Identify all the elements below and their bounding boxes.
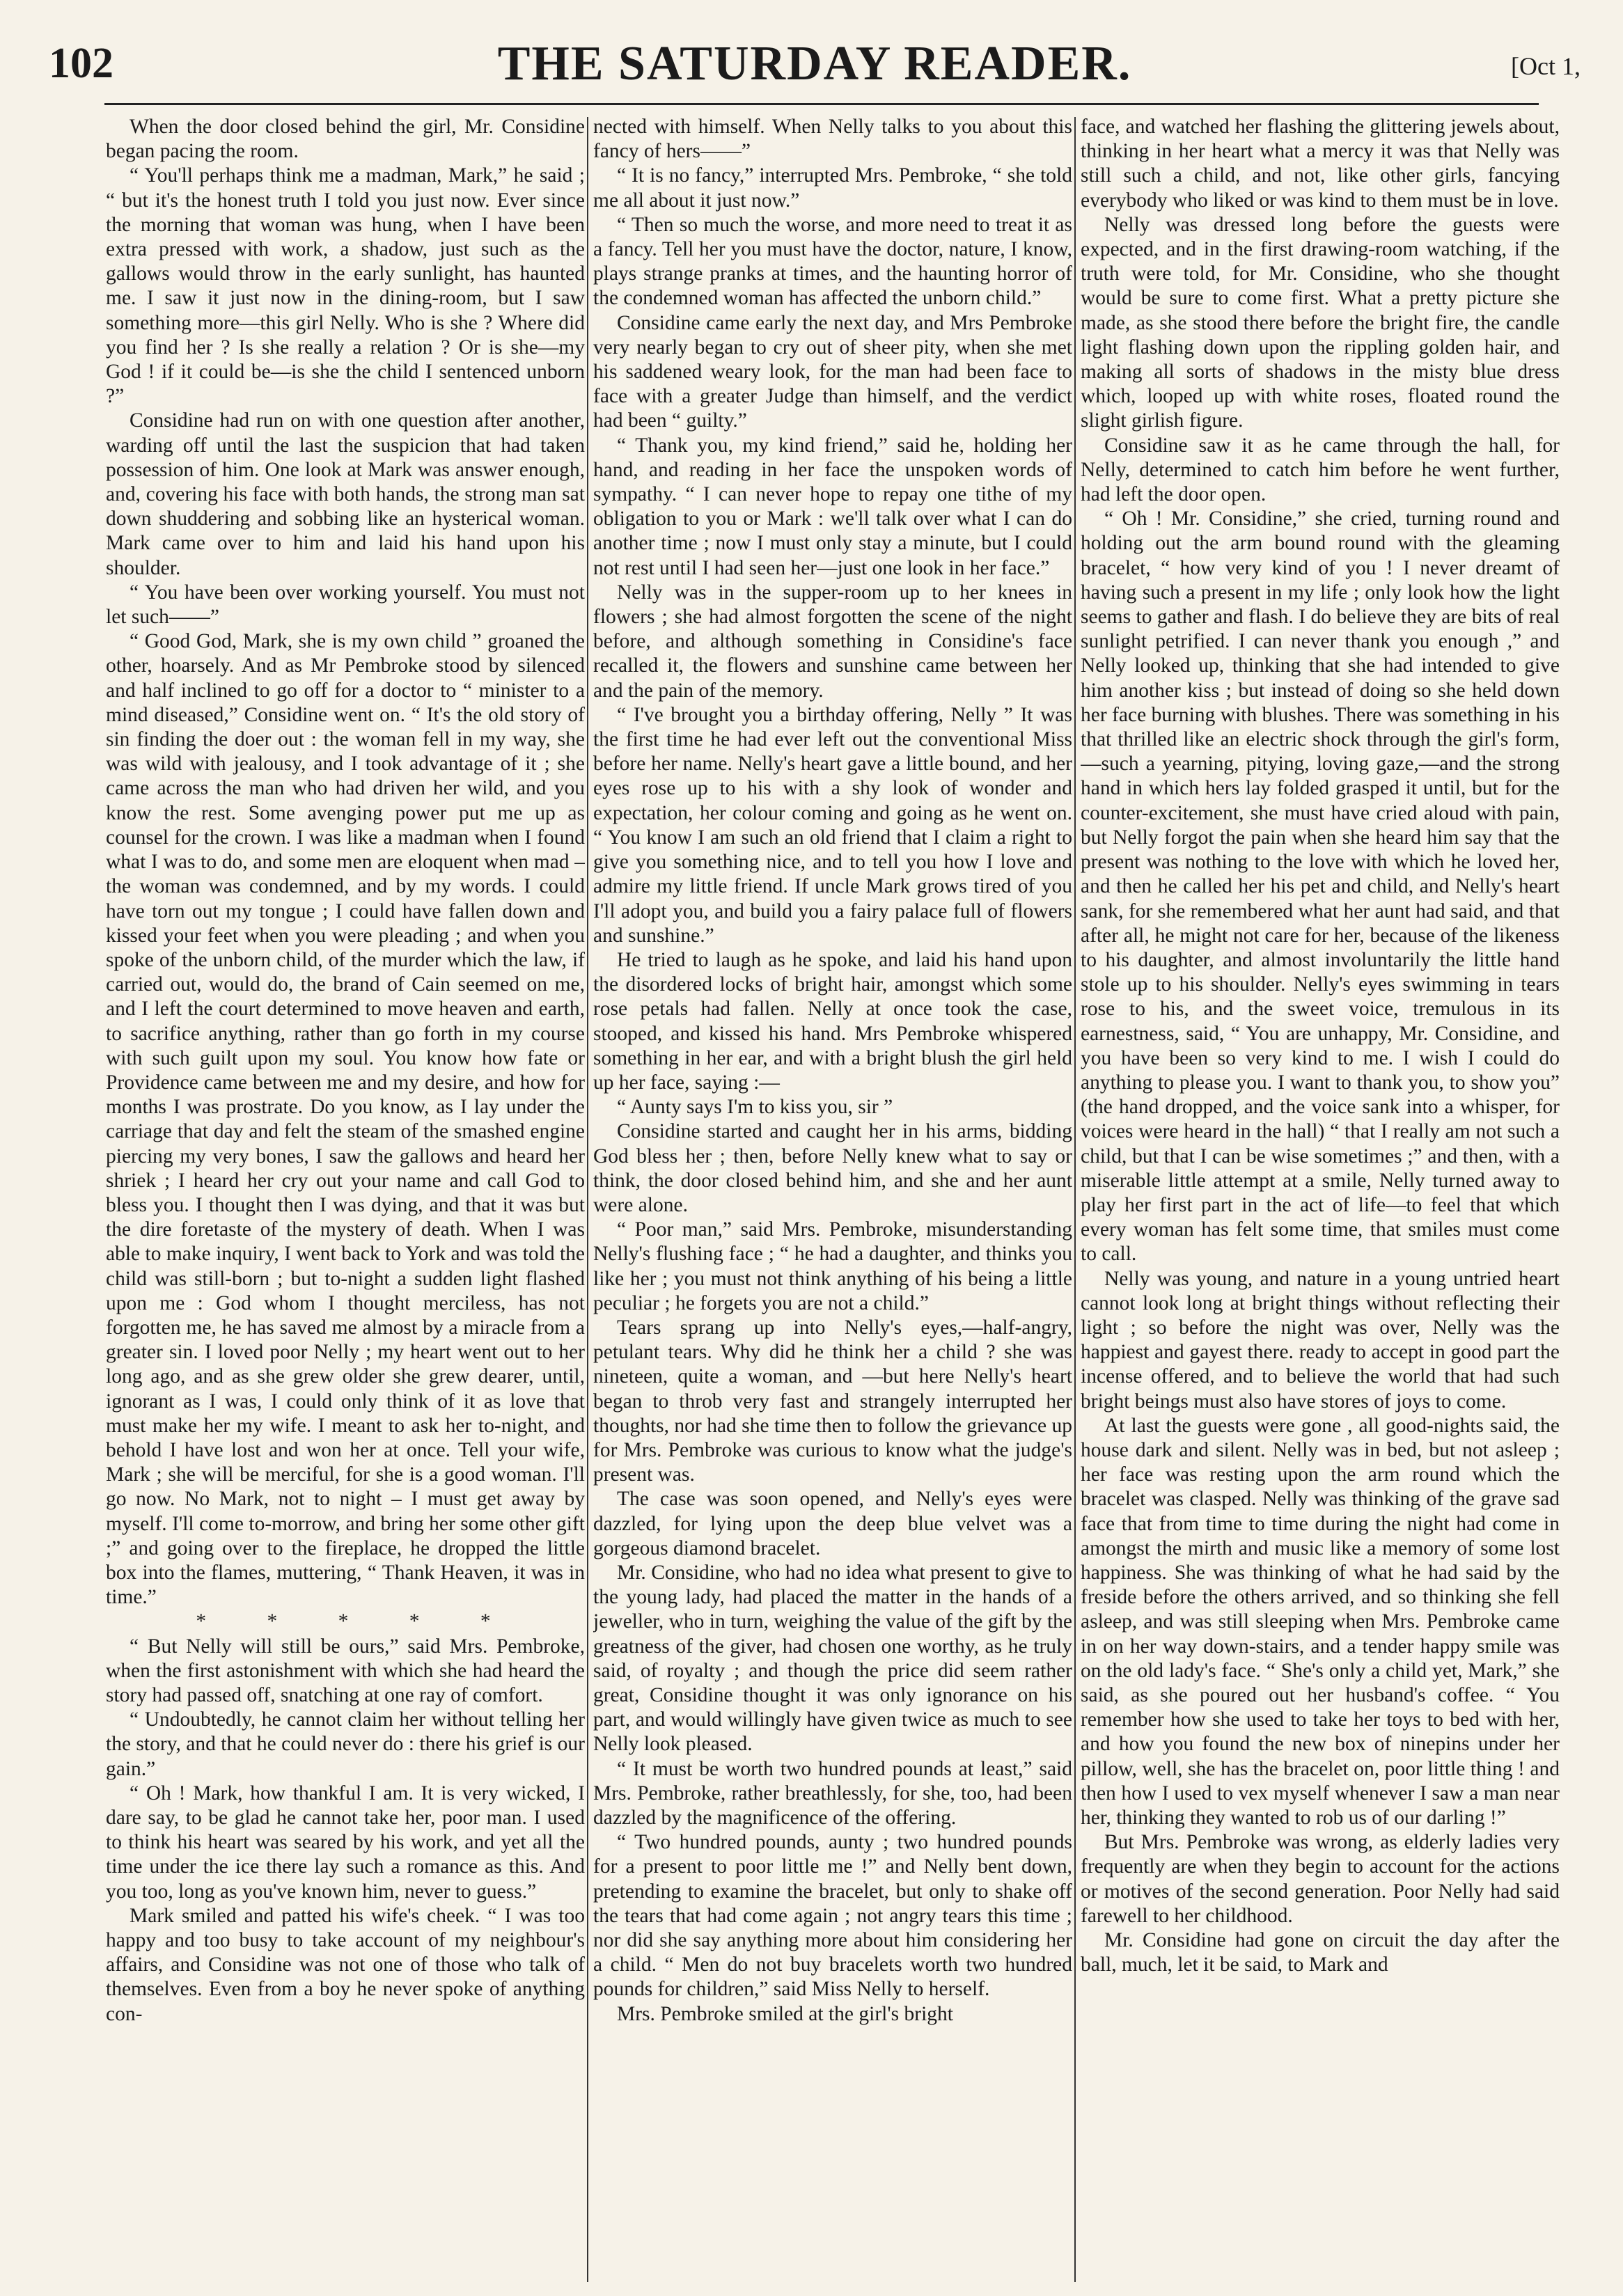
- column-2: [593, 115, 1072, 2280]
- paragraph: Mrs. Pembroke smiled at the girl's bright: [617, 2002, 953, 2025]
- paragraph: “ Two hundred pounds, aunty ; two hundred pounds for a present to poor little me !” and Nelly bent down, pretending to examine the bracelet, but only to shake off the tears that had come again ; not angry tears this time ; nor did she say anything more about him considering her a child. “ Men do not buy bracelets worth two hundred pounds for children,” said Miss Nelly to herself.: [593, 1831, 1072, 2001]
- page-number: 102: [49, 40, 113, 87]
- paragraph: When the door closed behind the girl, Mr. Considine began pacing the room.: [106, 116, 585, 163]
- paragraph: The case was soon opened, and Nelly's eyes were dazzled, for lying upon the deep blue velvet was a gorgeous diamond bracelet.: [593, 1488, 1072, 1559]
- section-break: * * * * *: [196, 1610, 519, 1633]
- paragraph: Tears sprang up into Nelly's eyes,—half-angry, petulant tears. Why did he think her a child ? she was nineteen, quite a woman, and —but here Nelly's heart began to throb very fast and strangely interrupted her thoughts, nor had she time then to follow the grievance up for Mrs. Pembroke was curious to know what the judge's present was.: [593, 1316, 1072, 1486]
- paragraph: Considine started and caught her in his arms, bidding God bless her ; then, before Nelly knew what to say or think, the door closed behind him, and she and her aunt were alone.: [593, 1120, 1072, 1216]
- paragraph: nected with himself. When Nelly talks to you about this fancy of hers——”: [593, 116, 1072, 163]
- paragraph: “ Good God, Mark, she is my own child ” groaned the other, hoarsely. And as Mr Pembroke stood by silenced and half inclined to go off for a doctor to “ minister to a mind diseased,” Considine went on. “ It's the old story of sin finding the doer out : the woman fell in my way, she was wild with jealousy, and I took advantage of it ; she came across the man who had driven her wild, and you know the rest. Some avenging power put me up as counsel for the crown. I was like a madman when I found what I was to do, and some men are eloquent when mad – the woman was condemned, and by my words. I could have torn out my tongue ; I could have fallen down and kissed your feet when you were pleading ; and when you spoke of the unborn child, of the murder which the law, if carried out, would do, the brand of Cain seemed on me, and I left the court determined to move heaven and earth, to sacrifice anything, rather than go forth in my course with such guilt upon my soul. You know how fate or Providence came between me and my desire, and how for months I was prostrate. Do you know, as I lay under the carriage that day and felt the steam of the smashed engine piercing my very bones, I saw the gallows and heard her shriek ; I heard her cry out your name and call God to bless you. I thought then I was dying, and that it was but the dire foretaste of the mystery of death. When I was able to make inquiry, I went back to York and was told the child was still-born ; but to-night a sudden light flashed upon me : God whom I thought merciless, has not forgotten me, he has saved me almost by a miracle from a greater sin. I loved poor Nelly ; my heart went out to her long ago, and as she grew older she grew dearer, until, ignorant as I was, I could only think of it as love that must make her my wife. I meant to ask her to-night, and behold I have lost and won her at once. Tell your wife, Mark ; she will be merciful, for she is a good woman. I'll go now. No Mark, not to night – I must get away by myself. I'll come to-morrow, and bring her some other gift ;” and going over to the fireplace, he dropped the little box into the flames, muttering, “ Thank Heaven, it was in time.”: [106, 630, 585, 1609]
- paragraph: Mark smiled and patted his wife's cheek. “ I was too happy and too busy to take account of my neighbour's affairs, and Considine was not one of those who talk of themselves. Even from a boy he never spoke of anything con-: [106, 1904, 585, 2025]
- paragraph: Mr. Considine had gone on circuit the day after the ball, much, let it be said, to Mark and: [1081, 1929, 1560, 1976]
- issue-date: [Oct 1,: [1511, 52, 1581, 80]
- paragraph: “ Poor man,” said Mrs. Pembroke, misunderstanding Nelly's flushing face ; “ he had a daughter, and thinks you like her ; you must not think anything of his being a little peculiar ; he forgets you are not a child.”: [593, 1218, 1072, 1314]
- paragraph: Nelly was young, and nature in a young untried heart cannot look long at bright things without reflecting their light ; so before the night was over, Nelly was the happiest and gayest there. ready to accept in good part the incense offered, and to believe the world that had such bright beings must also have stores of joys to come.: [1081, 1267, 1560, 1413]
- column-1: [106, 115, 585, 2280]
- paragraph: Mr. Considine, who had no idea what present to give to the young lady, had placed the matter in the hands of a jeweller, who in turn, weighing the value of the gift by the greatness of the giver, had chosen one worthy, as he truly said, of royalty ; and though the price did seem rather great, Considine thought it was only ignorance on his part, and would willingly have given twice as much to see Nelly look pleased.: [593, 1561, 1072, 1756]
- paragraph: He tried to laugh as he spoke, and laid his hand upon the disordered locks of bright hair, amongst which some rose petals had fallen. Nelly at once took the case, stooped, and kissed his hand. Mrs Pembroke whispered something in her ear, and with a bright blush the girl held up her face, saying :—: [593, 948, 1072, 1094]
- paragraph: “ You have been over working yourself. You must not let such——”: [106, 581, 585, 629]
- paragraph: Nelly was in the supper-room up to her knees in flowers ; she had almost forgotten the scene of the night before, and although something in Considine's face recalled it, the flowers and sunshine came between her and the pain of the memory.: [593, 581, 1072, 702]
- page-header: [49, 36, 1581, 99]
- paragraph: “ Oh ! Mark, how thankful I am. It is very wicked, I dare say, to be glad he cannot take her, poor man. I used to think his heart was seared by his work, and yet all the time under the ice there lay such a romance as this. And you too, long as you've known him, never to guess.”: [106, 1782, 585, 1903]
- paragraph: “ It must be worth two hundred pounds at least,” said Mrs. Pembroke, rather breathlessly, for she, too, had been dazzled by the magnificence of the offering.: [593, 1757, 1072, 1830]
- paragraph: “ I've brought you a birthday offering, Nelly ” It was the first time he had ever left out the conventional Miss before her name. Nelly's heart gave a little bound, and her eyes rose up to his with a shy look of wonder and expectation, her colour coming and going as he went on. “ You know I am such an old friend that I claim a right to give you something nice, and to tell you how I love and admire my little friend. If uncle Mark grows tired of you I'll adopt you, and build you a fairy palace full of flowers and sunshine.”: [593, 703, 1072, 947]
- column-3: [1081, 115, 1560, 2280]
- header-rule: [104, 103, 1539, 105]
- paragraph: “ Then so much the worse, and more need to treat it as a fancy. Tell her you must have the doctor, nature, I know, plays strange pranks at times, and the haunting horror of the condemned woman has affected the unborn child.”: [593, 213, 1072, 310]
- column-divider: [587, 117, 588, 2282]
- column-divider: [1074, 117, 1076, 2282]
- paragraph: But Mrs. Pembroke was wrong, as elderly ladies very frequently are when they begin to account for the actions or motives of the second generation. Poor Nelly had said farewell to her childhood.: [1081, 1831, 1560, 1927]
- paragraph: “ Undoubtedly, he cannot claim her without telling her the story, and that he could never do : there his grief is our gain.”: [106, 1708, 585, 1780]
- paragraph: “ It is no fancy,” interrupted Mrs. Pembroke, “ she told me all about it just now.”: [593, 164, 1072, 212]
- paragraph: “ But Nelly will still be ours,” said Mrs. Pembroke, when the first astonishment with which she had heard the story had passed off, snatching at one ray of comfort.: [106, 1635, 585, 1706]
- paragraph: Nelly was dressed long before the guests were expected, and in the first drawing-room watching, if the truth were told, for Mr. Considine, who she thought would be sure to come first. What a pretty picture she made, as she stood there before the bright fire, the candle light flashing down upon the rippling golden hair, and making all sorts of shadows in the misty blue dress which, looped up with white roses, floated round the slight girlish figure.: [1081, 213, 1560, 432]
- paragraph: “ Oh ! Mr. Considine,” she cried, turning round and holding out the arm bound round with the gleaming bracelet, “ how very kind of you ! I never dreamt of having such a present in my life ; only look how the light seems to gather and flash. I do believe they are bits of real sunlight petrified. I can never thank you enough ,” and Nelly looked up, thinking that she had intended to give him another kiss ; but instead of doing so she held down her face burning with blushes. There was something in his that thrilled like an electric shock through the girl's form,—such a yearning, pitying, loving gaze,—and the strong hand in which hers lay folded grasped it until, but for the counter-excitement, she must have cried aloud with pain, but Nelly forgot the pain when she heard him say that the present was nothing to the love with which he loved her, and then he called her his pet and child, and Nelly's heart sank, for she remembered what her aunt had said, and that after all, he might not care for her, because of the likeness to his daughter, and almost involuntarily the little hand stole up to his shoulder. Nelly's eyes swimming in tears rose to his, and the sweet voice, tremulous in its earnestness, said, “ You are unhappy, Mr. Considine, and you have been so very kind to me. I wish I could do anything to please you. I want to thank you, to show you” (the hand dropped, and the voice sank into a whisper, for voices were heard in the hall) “ that I really am not such a child, but that I can be wise sometimes ;” and then, with a miserable little attempt at a smile, Nelly turned away to play her first part in the act of life—to feel that which every woman has felt some time, that smiles must come to call.: [1081, 508, 1560, 1266]
- paragraph: Considine had run on with one question after another, warding off until the last the suspicion that had taken possession of him. One look at Mark was answer enough, and, covering his face with both hands, the strong man sat down shuddering and sobbing like an hysterical woman. Mark came over to him and laid his hand upon his shoulder.: [106, 409, 585, 579]
- paragraph: “ You'll perhaps think me a madman, Mark,” he said ; “ but it's the honest truth I told you just now. Ever since the morning that woman was hung, when I have been extra pressed with work, a shadow, just such as the gallows would throw in the early sunlight, has haunted me. I saw it just now in the dining-room, but I saw something more—this girl Nelly. Who is she ? Where did you find her ? Is she really a relation ? Or is she—my God ! if it could be—is she the child I sentenced unborn ?”: [106, 164, 585, 408]
- paragraph: At last the guests were gone , all good-nights said, the house dark and silent. Nelly was in bed, but not asleep ; her face was resting upon the arm round which the bracelet was clasped. Nelly was thinking of the grave sad face that from time to time during the night had come in amongst the mirth and music like a memory of some lost happiness. She was thinking of what he had said by the freside before the others arrived, and so thinking she fell asleep, and was still sleeping when Mrs. Pembroke came in on her way down-stairs, and a tender happy smile was on the old lady's face. “ She's only a child yet, Mark,” she said, as she poured out her husband's coffee. “ You remember how she used to take her toys to bed with her, and how you found the new box of ninepins under her pillow, well, she has the bracelet on, poor little thing ! and then how I used to vex myself whenever I saw a man near her, thinking they wanted to rob us of our darling !”: [1081, 1414, 1560, 1830]
- paragraph: Considine saw it as he came through the hall, for Nelly, determined to catch him before he went further, had left the door open.: [1081, 434, 1560, 506]
- paragraph: face, and watched her flashing the glittering jewels about, thinking in her heart what a mercy it was that Nelly was still such a child, and not, like other girls, fancying everybody who liked or was kind to them must be in love.: [1081, 116, 1560, 212]
- paragraph: “ Thank you, my kind friend,” said he, holding her hand, and reading in her face the unspoken words of sympathy. “ I can never hope to repay one tithe of my obligation to you or Mark : we'll talk over what I can do another time ; now I must only stay a minute, but I could not rest until I had seen her—just one look in her face.”: [593, 434, 1072, 579]
- paragraph: Considine came early the next day, and Mrs Pembroke very nearly began to cry out of sheer pity, when she met his saddened weary look, for the man had been face to face with a greater Judge than himself, and the verdict had been “ guilty.”: [593, 311, 1072, 432]
- masthead-title: THE SATURDAY READER.: [497, 37, 1132, 91]
- paragraph: “ Aunty says I'm to kiss you, sir ”: [617, 1096, 893, 1119]
